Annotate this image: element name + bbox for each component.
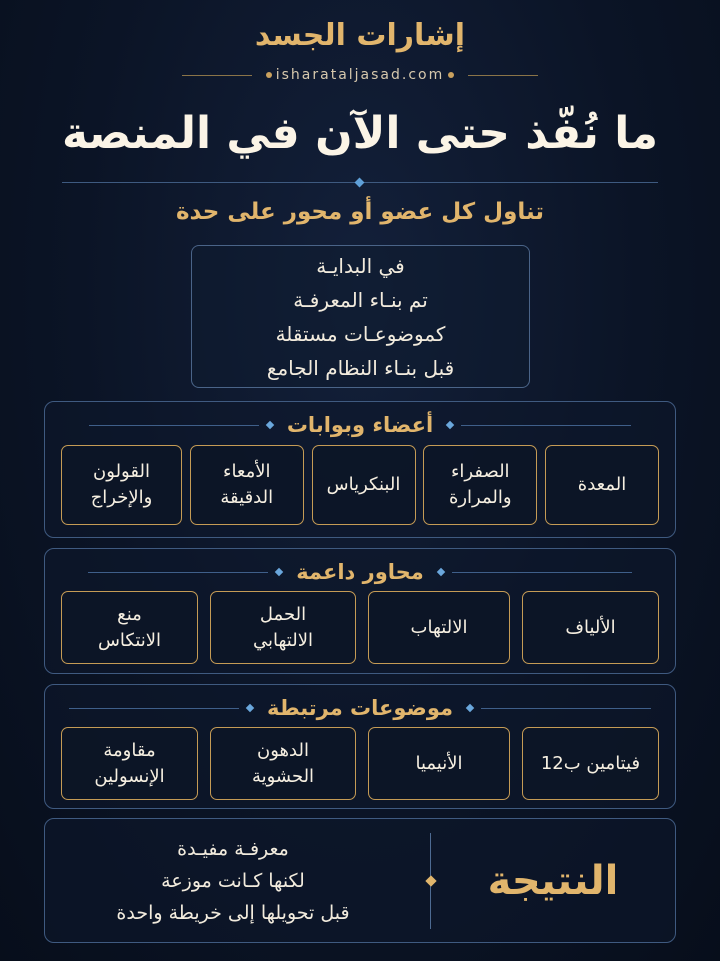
card-label: المعدة <box>577 474 627 495</box>
card-label: القولون <box>93 461 150 482</box>
topic-card-visceral-fat[interactable] <box>210 727 356 800</box>
brand-domain[interactable]: isharataljasad.com <box>275 67 445 83</box>
card-label: الأنيميا <box>415 752 463 774</box>
page-title: ما نُفّذ حتى الآن في المنصة <box>62 108 658 159</box>
section-organs <box>44 401 676 538</box>
card-label: الألياف <box>565 616 616 638</box>
result-label: النتيجة <box>487 857 619 904</box>
card-label: الحشوية <box>251 765 315 787</box>
diamond-icon <box>466 704 474 712</box>
section-supporting-axes <box>44 548 676 674</box>
intro-line: قبل بنـاء النظام الجامع <box>266 355 455 380</box>
result-panel <box>44 818 676 943</box>
dot-icon <box>266 72 272 78</box>
topic-card-inflammatory-load[interactable] <box>210 591 356 664</box>
card-label: الالتهابي <box>253 629 313 651</box>
topic-card-relapse-prevention[interactable] <box>61 591 198 664</box>
subheading: تناول كل عضو أو محور على حدة <box>175 199 545 225</box>
result-text <box>53 831 413 931</box>
result-line: معرفـة مفيـدة <box>177 837 289 860</box>
topic-card-stomach[interactable] <box>545 445 659 525</box>
divider-line-right <box>468 75 538 76</box>
card-label: الصفراء <box>450 461 510 482</box>
topic-card-small-intestine[interactable] <box>190 445 304 525</box>
result-line: لكنها كـانت موزعة <box>161 869 305 892</box>
card-label: الانتكاس <box>97 629 162 651</box>
header-line <box>89 425 259 426</box>
diamond-icon <box>246 704 254 712</box>
card-label: الإنسولين <box>94 765 165 787</box>
intro-line: كموضوعـات مستقلة <box>275 321 446 346</box>
section-title: أعضاء وبوابات <box>286 413 434 437</box>
section-header <box>45 695 675 721</box>
header-line <box>69 708 239 709</box>
header-line <box>88 572 268 573</box>
card-label: والمرارة <box>448 487 512 508</box>
card-label: والإخراج <box>90 487 153 508</box>
topic-card-vitamin-b12[interactable] <box>522 727 659 800</box>
diamond-icon <box>446 421 454 429</box>
topic-card-colon[interactable] <box>61 445 182 525</box>
card-label: البنكرياس <box>326 474 401 495</box>
brand-domain-row <box>0 63 720 87</box>
diamond-icon <box>275 568 283 576</box>
section-header <box>45 559 675 585</box>
card-label: الحمل <box>259 603 307 625</box>
diamond-icon <box>266 421 274 429</box>
header-line <box>481 708 651 709</box>
topic-card-fiber[interactable] <box>522 591 659 664</box>
result-line: قبل تحويلها إلى خريطة واحدة <box>116 901 350 924</box>
intro-line: في البدايـة <box>316 253 405 278</box>
header-line <box>452 572 632 573</box>
card-label: الأمعاء <box>222 461 271 482</box>
topic-card-gallbladder[interactable] <box>423 445 537 525</box>
divider-line-left <box>182 75 252 76</box>
card-label: الالتهاب <box>410 616 468 638</box>
section-title: موضوعات مرتبطة <box>267 696 453 720</box>
topic-card-anemia[interactable] <box>368 727 510 800</box>
topic-card-pancreas[interactable] <box>312 445 416 525</box>
card-label: الدقيقة <box>220 487 274 508</box>
section-related-topics <box>44 684 676 809</box>
card-label: منع <box>117 603 142 625</box>
dot-icon <box>448 72 454 78</box>
intro-box <box>191 245 530 388</box>
header-line <box>461 425 631 426</box>
card-label: مقاومة <box>103 739 156 761</box>
intro-line: تم بنـاء المعرفـة <box>293 287 428 312</box>
topic-card-insulin-resistance[interactable] <box>61 727 198 800</box>
diamond-icon <box>355 178 365 188</box>
diamond-icon <box>437 568 445 576</box>
card-label: الدهون <box>257 739 309 761</box>
topic-card-inflammation[interactable] <box>368 591 510 664</box>
section-header <box>45 412 675 438</box>
section-title: محاور داعمة <box>296 560 424 584</box>
card-label: فيتامين ب12 <box>540 752 641 774</box>
brand-name: إشارات الجسد <box>254 18 466 53</box>
